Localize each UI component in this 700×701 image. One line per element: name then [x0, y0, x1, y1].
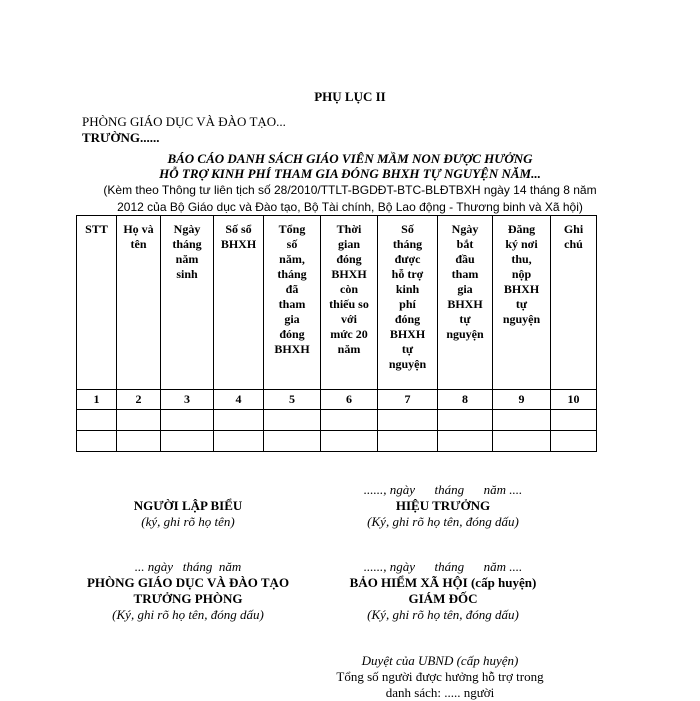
social-insurance-role: GIÁM ĐỐC — [408, 591, 478, 606]
column-header-line: tự — [515, 297, 528, 311]
column-header-line: BHXH — [503, 282, 540, 296]
table-cell — [161, 410, 214, 431]
column-header-2 — [117, 216, 161, 390]
principal-date: ......, ngày tháng năm .... — [363, 482, 523, 497]
table-cell — [77, 431, 117, 452]
column-header-line: bắt — [456, 237, 474, 251]
column-header-line: BHXH — [331, 267, 367, 281]
principal-signature-block — [330, 482, 556, 530]
column-header-line: STT — [85, 222, 108, 236]
column-header-line: BHXH — [447, 297, 483, 311]
column-header-line: tháng — [277, 267, 307, 281]
table-cell — [117, 410, 161, 431]
column-header-line: gia — [457, 282, 473, 296]
column-number-cell: 5 — [264, 390, 321, 410]
department-name: PHÒNG GIÁO DỤC VÀ ĐÀO TẠO... — [82, 114, 286, 129]
column-header-line: đã — [285, 282, 299, 296]
education-office-note: (Ký, ghi rõ họ tên, đóng dấu) — [112, 607, 264, 622]
column-header-line: sinh — [176, 267, 198, 281]
report-note-line2: 2012 của Bộ Giáo dục và Đào tạo, Bộ Tài chính, Bộ Lao động - Thương binh và Xã hội) — [117, 200, 583, 214]
table-cell — [214, 431, 264, 452]
education-office-title: PHÒNG GIÁO DỤC VÀ ĐÀO TẠO — [86, 575, 290, 590]
column-header-line: tháng — [392, 237, 423, 251]
approval-title: Duyệt của UBND (cấp huyện) — [361, 653, 519, 668]
column-header-line: Đăng — [507, 222, 536, 236]
column-header-line: được — [394, 252, 421, 266]
column-header-line: Ghi — [563, 222, 584, 236]
principal-note: (Ký, ghi rõ họ tên, đóng dấu) — [367, 514, 519, 529]
column-header-line: hỗ trợ — [391, 267, 424, 281]
column-header-line: Số sổ — [225, 222, 252, 236]
column-header-line: thu, — [511, 252, 532, 266]
column-header-line: năm — [337, 342, 361, 356]
column-header-line: Ngày — [451, 222, 479, 236]
column-header-line: Họ và — [123, 222, 154, 236]
column-header-line: nộp — [511, 267, 532, 281]
column-header-9 — [493, 216, 551, 390]
column-header-line: BHXH — [274, 342, 310, 356]
table-cell — [264, 410, 321, 431]
table-cell — [264, 431, 321, 452]
column-header-line: gia — [284, 312, 300, 326]
column-header-line: tên — [130, 237, 147, 251]
column-header-8 — [438, 216, 493, 390]
column-header-line: nguyện — [388, 357, 427, 371]
education-office-role: TRƯỞNG PHÒNG — [133, 591, 243, 606]
table-header-row — [77, 216, 597, 390]
column-header-1 — [77, 216, 117, 390]
column-number-cell: 3 — [161, 390, 214, 410]
report-title-line1: BÁO CÁO DANH SÁCH GIÁO VIÊN MẦM NON ĐƯỢC HƯỞNG — [167, 151, 533, 166]
education-office-signature-block — [80, 559, 296, 623]
approval-total-line: Tổng số người được hưởng hỗ trợ trong — [336, 669, 544, 684]
column-header-line: nguyện — [502, 312, 541, 326]
column-number-cell: 10 — [551, 390, 597, 410]
column-header-line: nguyện — [446, 327, 484, 341]
column-header-line: mức 20 — [330, 327, 368, 341]
social-insurance-title: BẢO HIỂM XÃ HỘI (cấp huyện) — [349, 575, 537, 590]
column-header-line: Tổng — [278, 222, 306, 236]
school-name: TRƯỜNG...... — [82, 130, 160, 145]
column-header-line: đầu — [455, 252, 475, 266]
table-cell — [378, 431, 438, 452]
column-header-line: đóng — [279, 327, 305, 341]
column-header-line: tháng — [172, 237, 202, 251]
social-insurance-signature-block — [330, 559, 556, 623]
column-header-line: với — [341, 312, 357, 326]
table-cell — [117, 431, 161, 452]
column-header-line: đóng — [394, 312, 421, 326]
column-header-line: phí — [399, 297, 416, 311]
column-header-6 — [321, 216, 378, 390]
creator-signature-block — [80, 498, 296, 530]
column-header-line: tự — [459, 312, 471, 326]
education-office-date: ... ngày tháng năm — [134, 559, 242, 574]
column-header-line: ký nơi — [505, 237, 538, 251]
column-header-line: Ngày — [173, 222, 201, 236]
column-header-line: kinh — [395, 282, 420, 296]
table-cell — [321, 431, 378, 452]
column-number-cell: 6 — [321, 390, 378, 410]
column-header-5 — [264, 216, 321, 390]
table-cell — [438, 410, 493, 431]
social-insurance-note: (Ký, ghi rõ họ tên, đóng dấu) — [367, 607, 519, 622]
column-header-line: đóng — [336, 252, 362, 266]
table-cell — [493, 410, 551, 431]
column-header-line: còn — [340, 282, 358, 296]
table-cell — [321, 410, 378, 431]
principal-title: HIỆU TRƯỞNG — [395, 498, 491, 513]
creator-note: (ký, ghi rõ họ tên) — [141, 514, 235, 529]
table-cell — [438, 431, 493, 452]
table-cell — [161, 431, 214, 452]
table-cell — [214, 410, 264, 431]
column-header-10 — [551, 216, 597, 390]
column-header-line: số — [286, 237, 298, 251]
table-cell — [551, 410, 597, 431]
column-header-line: thiếu so — [329, 297, 369, 311]
table-row — [77, 431, 597, 452]
column-number-row — [77, 390, 597, 410]
teacher-list-table — [76, 215, 597, 452]
approval-block — [320, 653, 560, 701]
column-number-cell: 4 — [214, 390, 264, 410]
column-header-4 — [214, 216, 264, 390]
table-cell — [493, 431, 551, 452]
column-header-line: BHXH — [220, 237, 257, 251]
column-number-cell: 8 — [438, 390, 493, 410]
table-row — [77, 410, 597, 431]
creator-title: NGƯỜI LẬP BIỂU — [133, 498, 243, 513]
table-cell — [77, 410, 117, 431]
report-note-line1: (Kèm theo Thông tư liên tịch số 28/2010/TTLT-BGDĐT-BTC-BLĐTBXH ngày 14 tháng 8 năm — [103, 183, 597, 197]
column-header-line: năm, — [279, 252, 305, 266]
column-header-7 — [378, 216, 438, 390]
column-header-line: tự — [401, 342, 414, 356]
appendix-title: PHỤ LỤC II — [314, 89, 386, 104]
report-title-line2: HỖ TRỢ KINH PHÍ THAM GIA ĐÓNG BHXH TỰ NGUYỆN NĂM... — [159, 166, 541, 181]
column-header-line: BHXH — [389, 327, 426, 341]
column-header-line: tham — [278, 297, 306, 311]
column-header-line: tham — [451, 267, 479, 281]
table-cell — [551, 431, 597, 452]
column-header-line: năm — [175, 252, 199, 266]
social-insurance-date: ......, ngày tháng năm .... — [363, 559, 523, 574]
column-header-line: chú — [564, 237, 583, 251]
column-header-line: gian — [337, 237, 360, 251]
approval-count-line: danh sách: ..... người — [385, 685, 495, 700]
column-number-cell: 7 — [378, 390, 438, 410]
column-number-cell: 9 — [493, 390, 551, 410]
column-header-line: Thời — [336, 222, 362, 236]
column-header-line: Số — [401, 222, 414, 236]
column-number-cell: 2 — [117, 390, 161, 410]
table-cell — [378, 410, 438, 431]
column-header-3 — [161, 216, 214, 390]
column-number-cell: 1 — [77, 390, 117, 410]
